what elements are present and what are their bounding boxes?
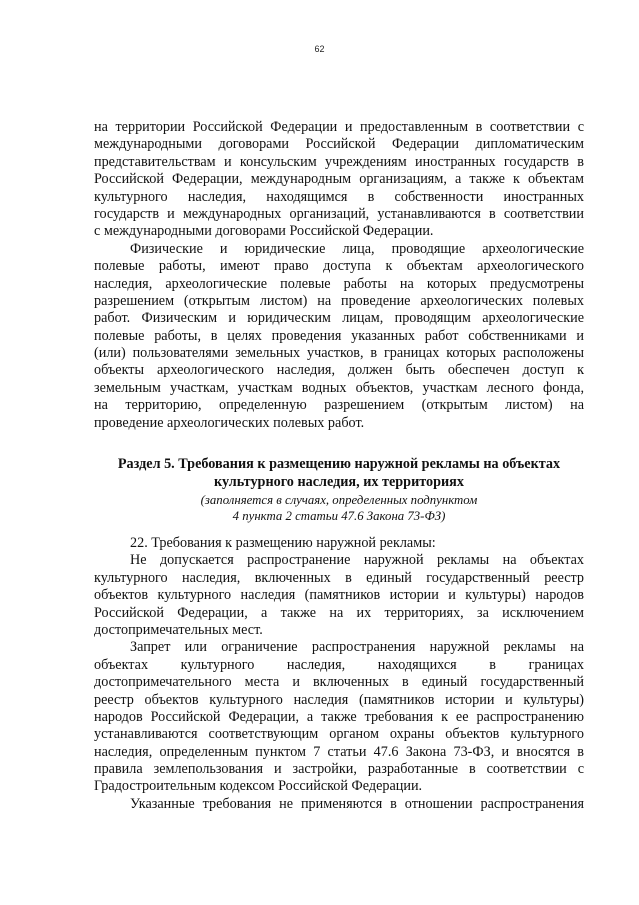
page-number: 62 — [314, 44, 325, 54]
section-title-line: культурного наследия, их территориях — [214, 473, 464, 490]
section-note-line: (заполняется в случаях, определенных подпунктом — [200, 492, 478, 507]
text-line: 22. Требования к размещению наружной рекламы: — [130, 535, 436, 551]
text-line: государств и международных организаций, устанавливаются в соответствии — [94, 205, 584, 222]
text-line: на территории Российской Федерации и предоставленным в соответствии с — [94, 119, 584, 135]
text-line: наследия, определенным пунктом 7 статьи 47.6 Закона 73-ФЗ, и вносятся в — [94, 743, 584, 760]
text-line: объектах культурного наследия, находящихся в границах — [94, 656, 584, 673]
text-line: на территорию, определенную разрешением (открытым листом) на — [94, 397, 584, 414]
paragraph — [94, 552, 584, 639]
paragraph — [94, 535, 584, 552]
paragraph — [94, 241, 584, 432]
text-line: объектов культурного наследия (памятников истории и культуры) народов — [94, 587, 584, 604]
text-line: культурного наследия, находящимся в собственности иностранных — [94, 188, 584, 205]
section-heading — [94, 456, 584, 524]
text-line: Не допускается распространение наружной рекламы на объектах — [130, 552, 584, 569]
text-line: культурного наследия, включенных в единый государственный реестр — [94, 569, 584, 586]
text-line: международными договорами Российской Федерации дипломатическим — [94, 136, 584, 153]
text-line: устанавливаются соответствующим органом охраны объектов культурного — [94, 726, 584, 743]
text-line: достопримечательных мест. — [94, 621, 263, 638]
paragraph — [94, 796, 584, 813]
text-line: представительствам и консульским учреждениям иностранных государств в — [94, 153, 584, 170]
text-line: достопримечательного места и включенных в единый государственный — [94, 674, 584, 691]
text-line: работ. Физическим и юридическим лицам, проводящим археологические — [94, 310, 584, 327]
text-line: Указанные требования не применяются в отношении распространения — [130, 795, 584, 812]
text-line: полевые работы, в целях проведения указанных работ собственниками и — [94, 327, 584, 344]
section-note-line: 4 пункта 2 статьи 47.6 Закона 73-ФЗ) — [232, 509, 446, 523]
body-text-top — [94, 119, 584, 432]
text-line: реестр объектов культурного наследия (памятников истории и культуры) — [94, 691, 584, 708]
text-line: земельным участкам, участкам водных объектов, участкам лесного фонда, — [94, 379, 584, 396]
text-line: народов Российской Федерации, а также требования к ее распространению — [94, 708, 584, 725]
section-title-line: Раздел 5. Требования к размещению наружной рекламы на объектах — [117, 456, 561, 472]
text-line: наследия, археологические полевые работы на которых предусмотрены — [94, 275, 584, 292]
text-line: правила землепользования и застройки, разработанные в соответствии с — [94, 761, 584, 778]
text-line: Градостроительным кодексом Российской Федерации. — [94, 778, 423, 795]
body-text-bottom — [94, 535, 584, 813]
text-line: Запрет или ограничение распространения наружной рекламы на — [130, 639, 584, 656]
text-line: Российской Федерации, международным организациям, а также к объектам — [94, 171, 584, 188]
text-line: с международными договорами Российской Федерации. — [94, 223, 434, 240]
text-line: разрешением (открытым листом) на проведение археологических полевых — [94, 292, 584, 309]
paragraph — [94, 119, 584, 241]
text-line: объекты археологического наследия, должен быть обеспечен доступ к — [94, 362, 584, 379]
text-line: (или) пользователями земельных участков, в границах которых расположены — [94, 345, 584, 362]
paragraph — [94, 639, 584, 796]
text-line: Физические и юридические лица, проводящие археологические — [130, 240, 584, 257]
text-line: проведение археологических полевых работ. — [94, 414, 365, 431]
text-line: Российской Федерации, а также на их территориях, за исключением — [94, 604, 584, 621]
text-line: полевые работы, имеют право доступа к объектам археологического — [94, 258, 584, 275]
